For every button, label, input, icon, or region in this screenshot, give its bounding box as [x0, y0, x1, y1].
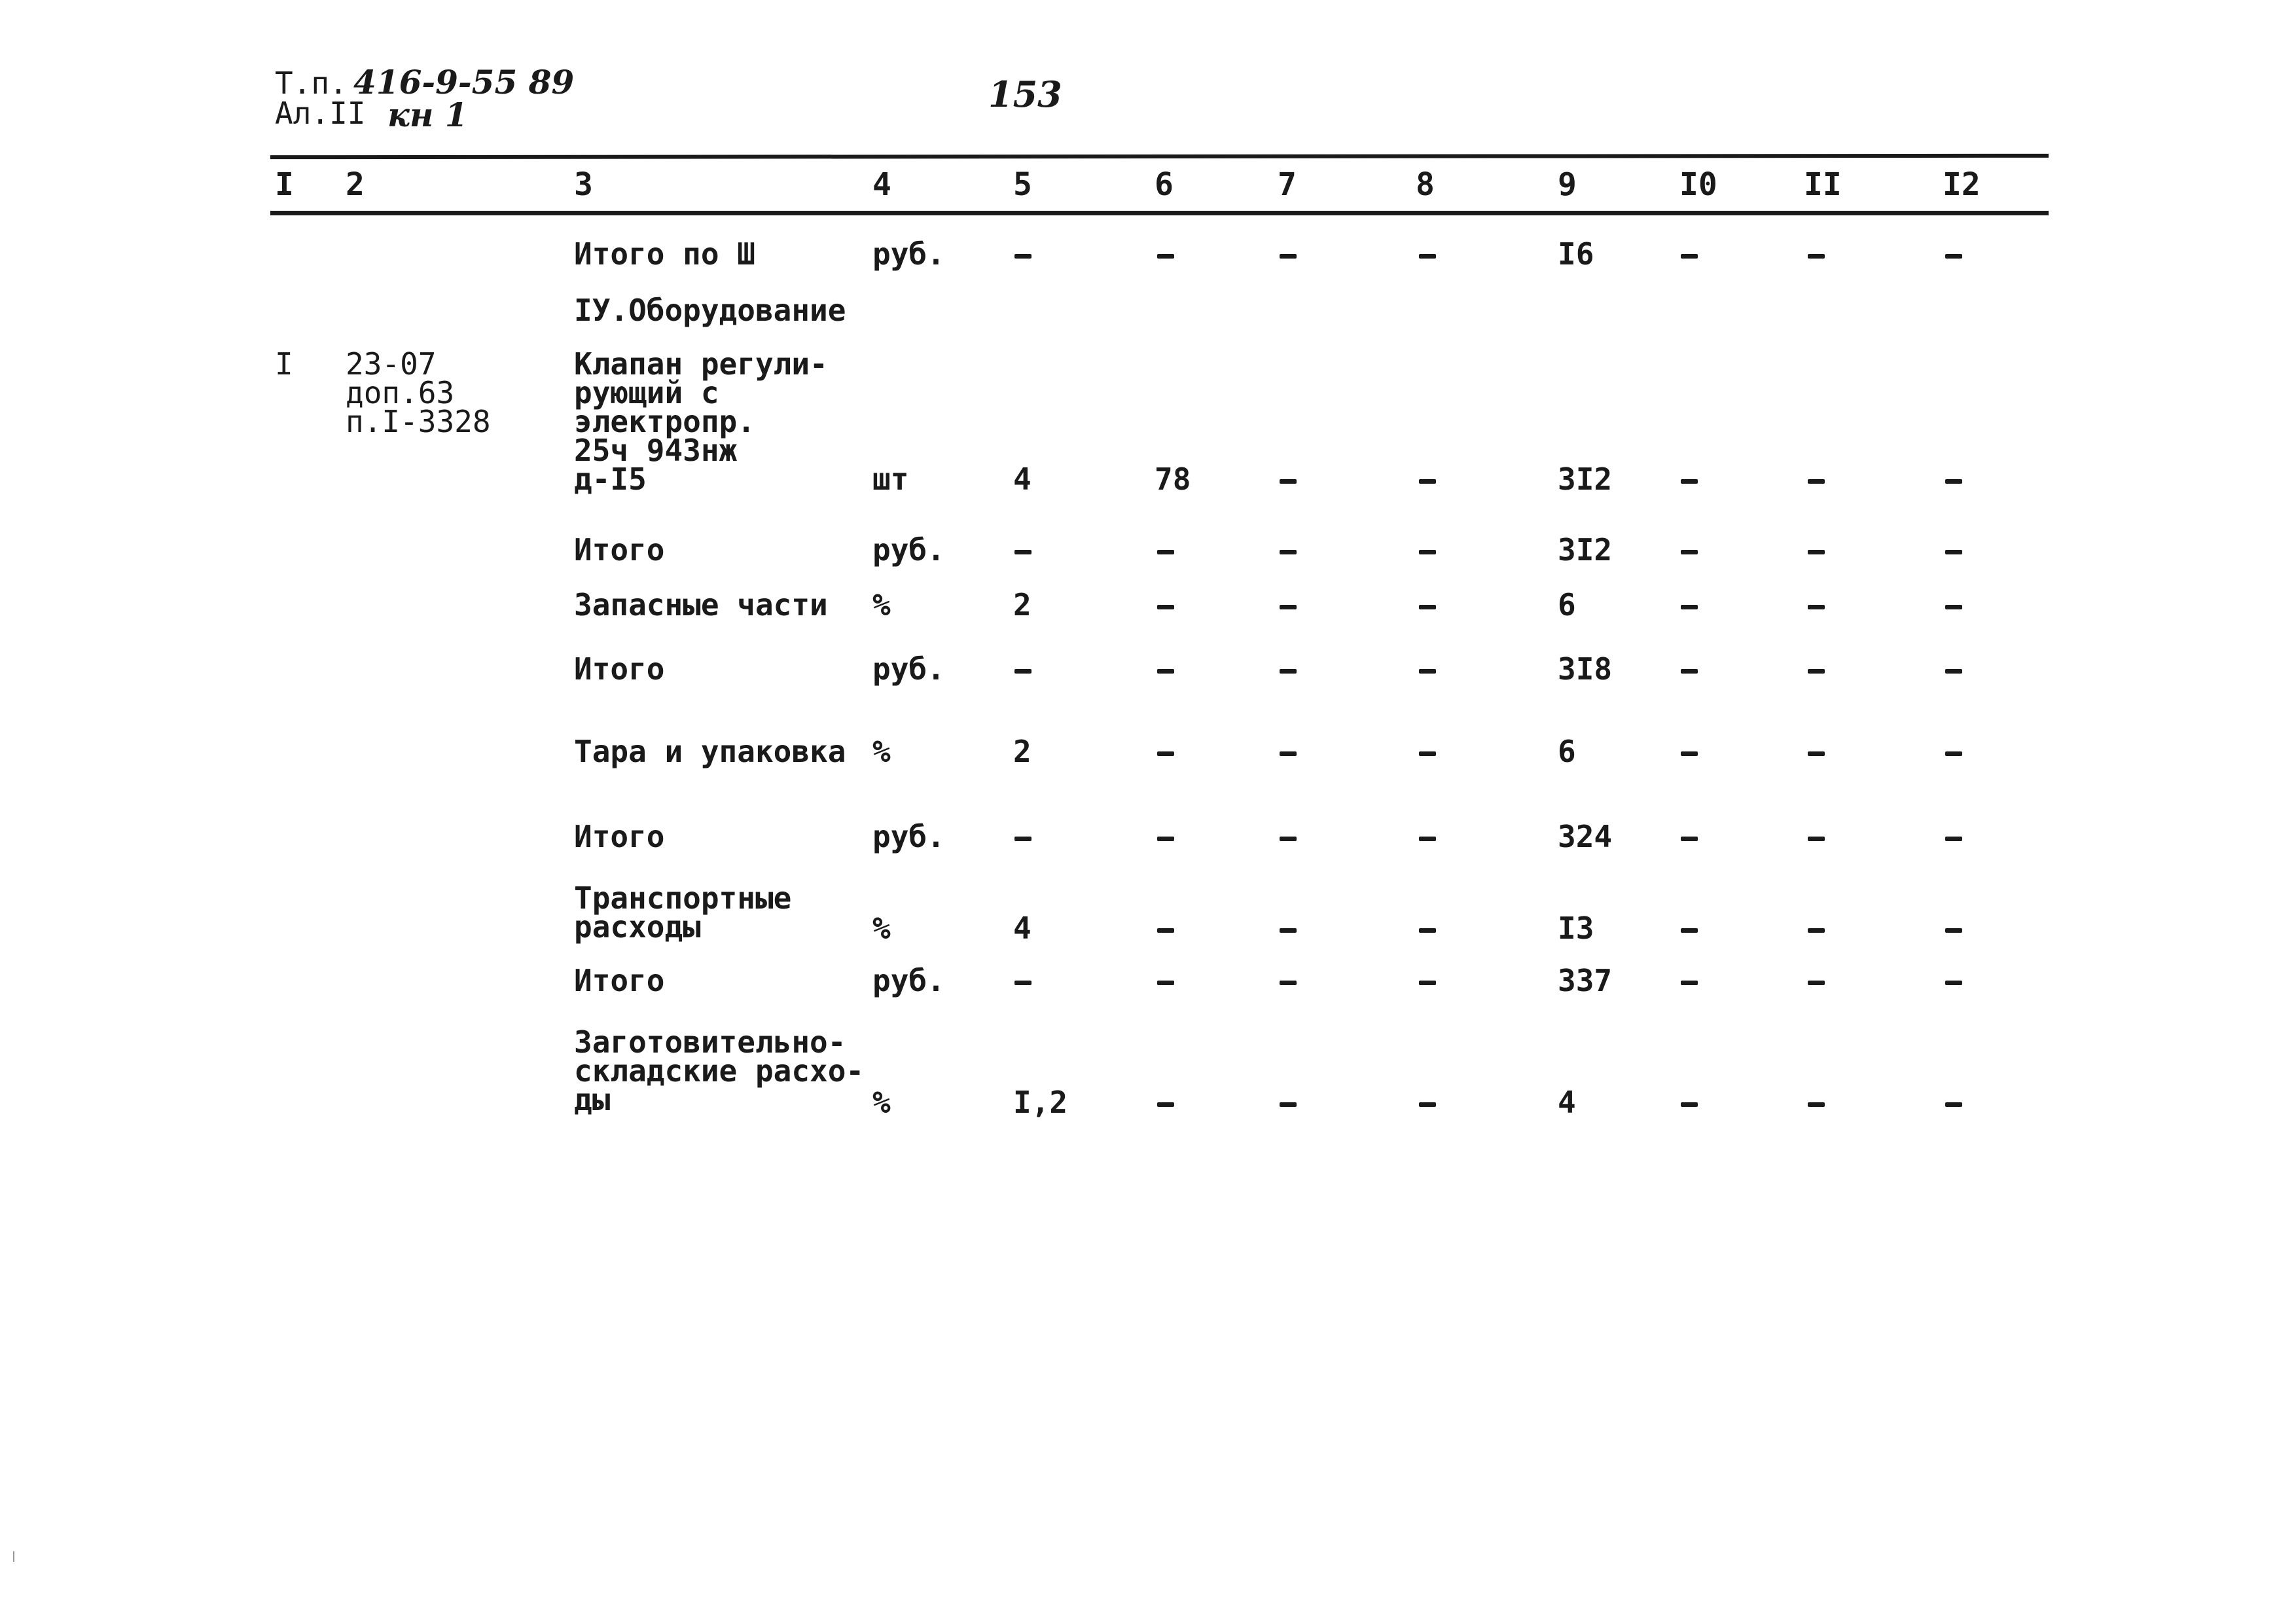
cell-col9: 324 [1558, 819, 1613, 854]
cell-col4: % [872, 1085, 891, 1120]
empty-value-dash [1157, 751, 1174, 756]
empty-value-dash [1157, 669, 1174, 674]
cell-col5: 2 [1013, 587, 1031, 623]
cell-col3: Тара и упаковка [574, 734, 846, 769]
empty-value-dash [1808, 751, 1825, 756]
cell-col9: 6 [1558, 587, 1576, 623]
column-number-10: I0 [1679, 166, 1717, 203]
empty-value-dash [1280, 669, 1297, 674]
cell-col9: 3I2 [1558, 532, 1613, 568]
cell-col9: 337 [1558, 963, 1613, 998]
cell-col6: 78 [1155, 461, 1191, 497]
empty-value-dash [1681, 254, 1698, 259]
column-number-3: 3 [574, 166, 593, 203]
empty-value-dash [1280, 605, 1297, 609]
column-number-9: 9 [1558, 166, 1577, 203]
empty-value-dash [1945, 751, 1962, 756]
cell-col4: шт [872, 461, 909, 497]
empty-value-dash [1157, 837, 1174, 841]
empty-value-dash [1808, 605, 1825, 609]
column-number-11: II [1804, 166, 1842, 203]
cell-col3: Итого [574, 532, 665, 568]
empty-value-dash [1419, 605, 1436, 609]
empty-value-dash [1808, 928, 1825, 933]
empty-value-dash [1014, 981, 1031, 985]
empty-value-dash [1945, 928, 1962, 933]
empty-value-dash [1681, 669, 1698, 674]
empty-value-dash [1157, 1102, 1174, 1107]
empty-value-dash [1280, 928, 1297, 933]
cell-col4: % [872, 734, 891, 769]
empty-value-dash [1419, 928, 1436, 933]
page-number: 153 [988, 73, 1062, 115]
cell-col4: руб. [872, 236, 945, 272]
doc-code-handwritten: 416-9-55 89 [353, 63, 575, 101]
cell-col5: I,2 [1013, 1085, 1068, 1120]
cell-col1: I [275, 346, 293, 382]
empty-value-dash [1419, 981, 1436, 985]
cell-col5: 2 [1013, 734, 1031, 769]
empty-value-dash [1681, 751, 1698, 756]
column-number-4: 4 [872, 166, 891, 203]
cell-col4: % [872, 587, 891, 623]
empty-value-dash [1280, 550, 1297, 554]
empty-value-dash [1419, 669, 1436, 674]
empty-value-dash [1945, 981, 1962, 985]
cell-col5: 4 [1013, 461, 1031, 497]
cell-col2: 23-07 доп.63 п.I-3328 [346, 346, 491, 439]
empty-value-dash [1808, 669, 1825, 674]
empty-value-dash [1280, 479, 1297, 484]
cell-col3: Клапан регули- рующий с электропр. 25ч 943нж д-I5 [574, 346, 828, 497]
empty-value-dash [1808, 837, 1825, 841]
cell-col9: 3I2 [1558, 461, 1613, 497]
album-prefix: Ал.II [275, 96, 366, 131]
cell-col3: Запасные части [574, 587, 828, 623]
empty-value-dash [1280, 981, 1297, 985]
column-number-6: 6 [1155, 166, 1174, 203]
book-handwritten: кн 1 [387, 96, 468, 134]
empty-value-dash [1280, 1102, 1297, 1107]
cell-col3: Итого [574, 819, 665, 854]
column-number-1: I [275, 166, 294, 203]
empty-value-dash [1681, 928, 1698, 933]
column-number-8: 8 [1416, 166, 1435, 203]
empty-value-dash [1014, 669, 1031, 674]
cell-col3: Транспортные расходы [574, 880, 792, 945]
empty-value-dash [1681, 981, 1698, 985]
empty-value-dash [1157, 981, 1174, 985]
empty-value-dash [1945, 550, 1962, 554]
cell-col4: руб. [872, 963, 945, 998]
empty-value-dash [1945, 605, 1962, 609]
cell-col3: Итого по Ш [574, 236, 755, 272]
empty-value-dash [1945, 479, 1962, 484]
cell-col9: 3I8 [1558, 651, 1613, 687]
empty-value-dash [1280, 751, 1297, 756]
cell-col3: Итого [574, 651, 665, 687]
empty-value-dash [1681, 550, 1698, 554]
empty-value-dash [1419, 479, 1436, 484]
cell-col5: 4 [1013, 911, 1031, 946]
empty-value-dash [1157, 254, 1174, 259]
cell-col9: 6 [1558, 734, 1576, 769]
cell-col4: руб. [872, 651, 945, 687]
column-number-2: 2 [346, 166, 365, 203]
empty-value-dash [1681, 1102, 1698, 1107]
cell-col4: % [872, 911, 891, 946]
empty-value-dash [1157, 550, 1174, 554]
empty-value-dash [1280, 254, 1297, 259]
empty-value-dash [1808, 254, 1825, 259]
empty-value-dash [1808, 479, 1825, 484]
empty-value-dash [1014, 550, 1031, 554]
cell-col9: I6 [1558, 236, 1594, 272]
table-top-rule [270, 154, 2049, 159]
empty-value-dash [1014, 837, 1031, 841]
empty-value-dash [1808, 981, 1825, 985]
empty-value-dash [1945, 837, 1962, 841]
empty-value-dash [1419, 254, 1436, 259]
cell-col4: руб. [872, 819, 945, 854]
empty-value-dash [1419, 751, 1436, 756]
empty-value-dash [1157, 605, 1174, 609]
column-number-7: 7 [1278, 166, 1297, 203]
cell-col9: I3 [1558, 911, 1594, 946]
empty-value-dash [1808, 550, 1825, 554]
empty-value-dash [1808, 1102, 1825, 1107]
empty-value-dash [1419, 1102, 1436, 1107]
empty-value-dash [1681, 479, 1698, 484]
cell-col3: Итого [574, 963, 665, 998]
empty-value-dash [1945, 1102, 1962, 1107]
table-header-rule [270, 211, 2049, 215]
empty-value-dash [1681, 837, 1698, 841]
empty-value-dash [1945, 254, 1962, 259]
empty-value-dash [1157, 928, 1174, 933]
cell-col3: Заготовительно- складские расхо- ды [574, 1024, 865, 1117]
empty-value-dash [1014, 254, 1031, 259]
empty-value-dash [1419, 837, 1436, 841]
empty-value-dash [1681, 605, 1698, 609]
doc-code-prefix: Т.п. [275, 65, 348, 101]
cell-col9: 4 [1558, 1085, 1576, 1120]
scan-mark [13, 1551, 14, 1562]
empty-value-dash [1280, 837, 1297, 841]
empty-value-dash [1419, 550, 1436, 554]
empty-value-dash [1945, 669, 1962, 674]
column-number-5: 5 [1013, 166, 1032, 203]
column-number-12: I2 [1943, 166, 1981, 203]
cell-col4: руб. [872, 532, 945, 568]
cell-col3: IУ.Оборудование [574, 293, 846, 328]
